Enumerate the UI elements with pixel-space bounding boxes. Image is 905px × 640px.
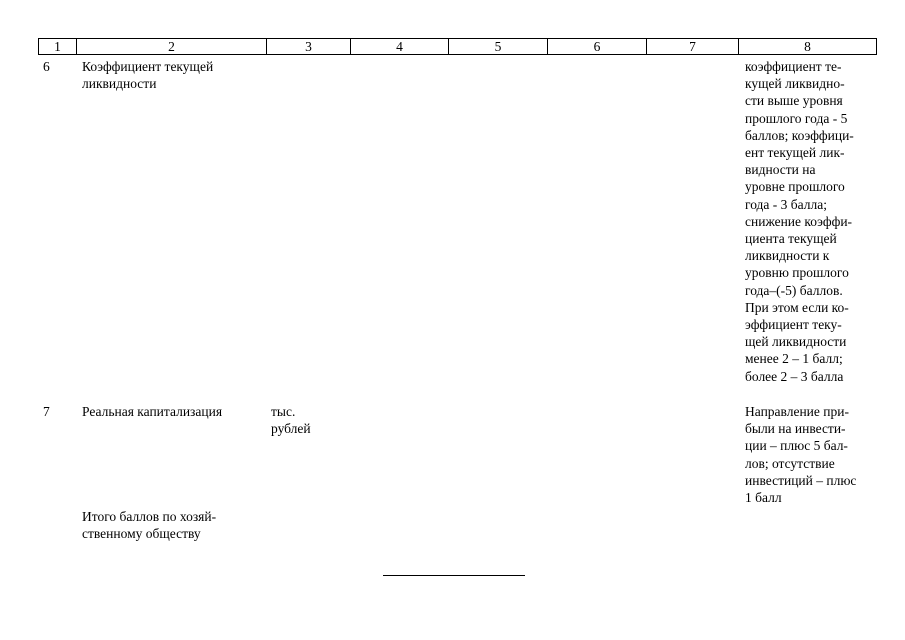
column-number-6: 6 [548,39,647,55]
column-number-2: 2 [77,39,267,55]
footnote-separator-line [383,575,525,576]
column-number-1: 1 [39,39,77,55]
row-6-number: 6 [43,59,50,74]
column-number-3: 3 [267,39,351,55]
column-number-row [39,39,877,55]
total-score-label: Итого баллов по хозяй- ственному обществу [82,509,217,542]
column-number-7: 7 [647,39,739,55]
column-number-4: 4 [351,39,449,55]
column-number-5: 5 [449,39,548,55]
row-6-criteria: коэффициент те- кущей ликвидно- сти выше уровня прошлого года - 5 баллов; коэффици- ент текущей лик- видности на уровне прошлого года - 3 балла; снижение коэффи- циента текущей ликвидности к уровню прошлого года–(-5) баллов. При этом если ко- эффициент теку- щей ликвидности менее 2 – 1 балл; более 2 – 3 балла [745,59,854,384]
column-number-8: 8 [739,39,877,55]
row-6-indicator-name: Коэффициент текущей ликвидности [82,59,214,92]
row-7-indicator-name: Реальная капитализация [82,404,223,419]
row-7-number: 7 [43,404,50,419]
row-7-criteria: Направление при- были на инвести- ции – плюс 5 бал- лов; отсутствие инвестиций – плюс 1 балл [745,404,857,506]
row-7-unit: тыс. рублей [271,404,311,437]
header-row-table [38,38,877,55]
